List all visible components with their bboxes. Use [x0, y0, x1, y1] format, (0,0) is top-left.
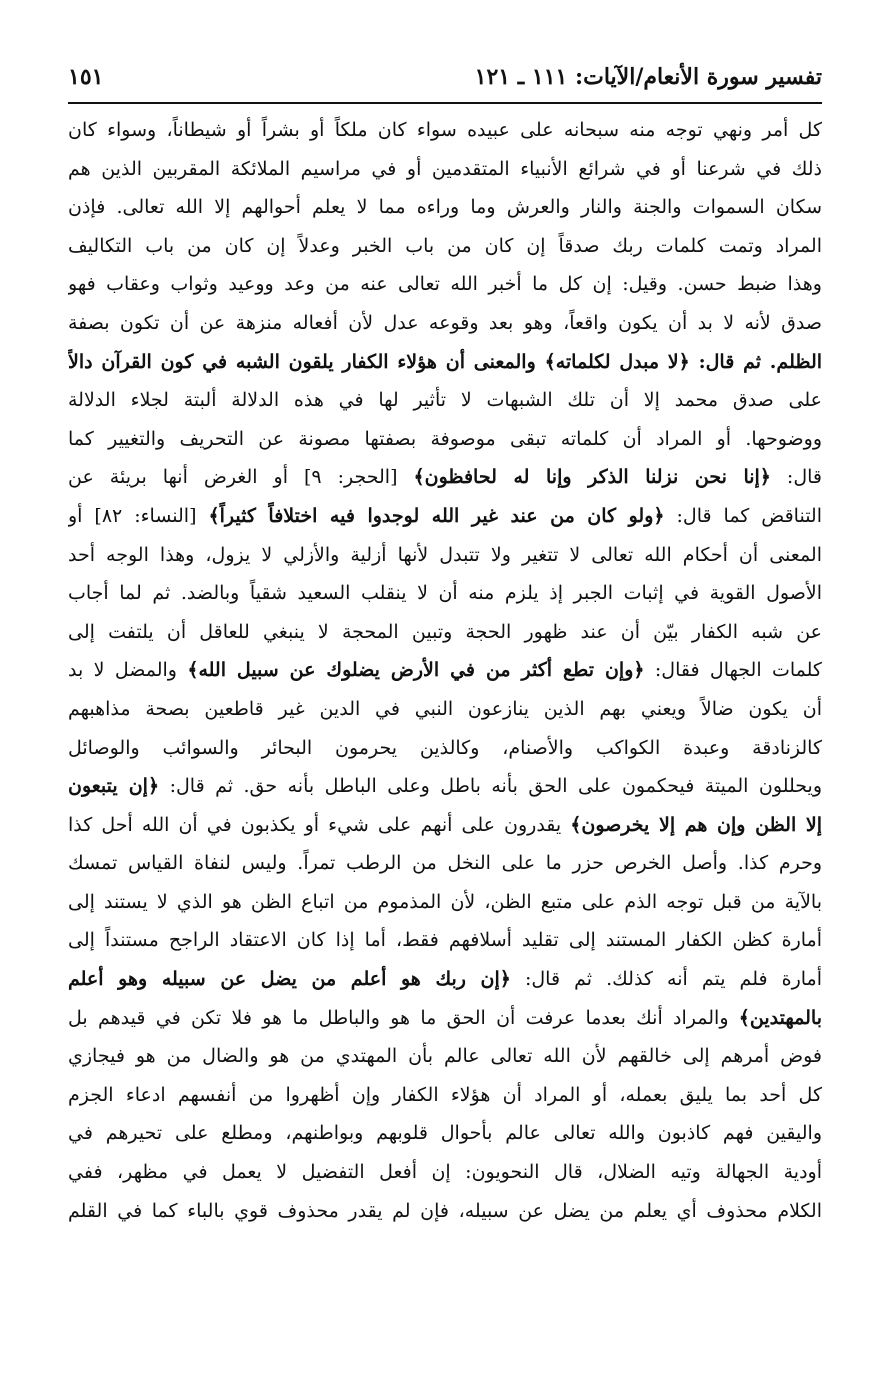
text-line — [68, 150, 822, 189]
text-segment: والمضل لا بد — [68, 659, 188, 682]
text-segment: ووضوحها. أو المراد أن كلماته تبقى موصوفة بصفتها مصونة عن التحريف والتغيير كما — [68, 427, 822, 450]
text-line — [68, 1037, 822, 1076]
text-line — [68, 188, 822, 227]
text-segment: وهذا ضبط حسن. وقيل: إن كل ما أخبر الله تعالى عنه من وعد ووعيد وثواب وعقاب فهو — [68, 273, 822, 296]
body-text — [68, 111, 822, 1230]
text-segment: كل أمر ونهي توجه منه سبحانه على عبيده سواء كان ملكاً أو بشراً أو شيطاناً، وسواء كان — [68, 119, 822, 141]
text-segment: سكان السموات والجنة والنار والعرش وما وراءه مما لا يعلم أحوالهم إلا الله تعالى. فإذن — [68, 196, 822, 219]
text-line — [68, 536, 822, 575]
text-line — [68, 999, 822, 1038]
page-header — [68, 62, 822, 98]
text-line — [68, 111, 822, 150]
text-segment: [الحجر: ٩] أو الغرض أنها بريئة عن — [68, 466, 414, 489]
text-line — [68, 1153, 822, 1192]
header-divider — [68, 102, 822, 104]
page-number: ١٥١ — [68, 64, 104, 90]
text-segment: على صدق محمد إلا أن تلك الشبهات لا تأثير لها في هذه الدلالة ألبتة لجلاء الدلالة — [68, 389, 822, 412]
text-line — [68, 690, 822, 729]
text-segment: كل أحد بما يليق بعمله، أو المراد أن هؤلاء الكفار وإن أظهروا من أنفسهم ادعاء الجزم — [68, 1083, 822, 1106]
text-line — [68, 960, 822, 999]
text-line — [68, 613, 822, 652]
text-line — [68, 844, 822, 883]
text-segment: كلمات الجهال فقال: — [644, 659, 822, 682]
text-segment: أمارة فلم يتم أنه كذلك. ثم قال: — [510, 968, 822, 991]
text-line — [68, 1192, 822, 1231]
text-segment: ذلك في شرعنا أو في شرائع الأنبياء المتقدمين أو في مراسيم الملائكة المقربين الذين هم — [68, 157, 822, 180]
text-segment: أن يكون ضالاً ويعني بهم الذين ينازعون النبي في الدين غير قاطعين بصحة مذاهبهم — [68, 697, 822, 720]
text-segment: والمراد أنك بعدما عرفت أن الحق ما هو والباطل ما هو فلا تكن في قيدهم بل — [68, 1006, 739, 1029]
text-line — [68, 1076, 822, 1115]
emphasized-text: بالمهتدين﴾ — [738, 1006, 822, 1029]
emphasized-text: ﴿لا مبدل لكلماته﴾ — [544, 350, 690, 373]
text-line — [68, 227, 822, 266]
text-segment: التناقض كما قال: — [664, 504, 822, 527]
text-segment: [النساء: ٨٢] أو — [68, 504, 209, 527]
text-segment: كالزنادقة وعبدة الكواكب والأصنام، وكالذين يحرمون البحائر والسوائب والوصائل — [68, 736, 822, 759]
text-segment: بالآية من قبل توجه الذم على متبع الظن، لأن المذموم من اتباع الظن هو الذي لا يستند إلى — [68, 890, 822, 913]
emphasized-text: إلا الظن وإن هم إلا يخرصون﴾ — [570, 813, 822, 836]
text-segment: قال: — [770, 466, 822, 489]
emphasized-text: ﴿إنا نحن نزلنا الذكر وإنا له لحافظون﴾ — [413, 466, 771, 489]
text-segment: الأصول القوية في إثبات الجبر إذ يلزم منه أن لا ينقلب السعيد شقياً وبالضد. ثم لما أجاب — [68, 582, 822, 605]
text-line — [68, 265, 822, 304]
text-line — [68, 420, 822, 459]
text-line — [68, 806, 822, 845]
text-segment: المراد وتمت كلمات ربك صدقاً إن كان من باب الخبر وعدلاً إن كان من باب التكاليف — [68, 234, 822, 257]
text-line — [68, 381, 822, 420]
text-line — [68, 651, 822, 690]
text-segment: صدق لأنه لا بد أن يكون واقعاً، وهو بعد وقوعه عدل لأن أفعاله منزهة عن أن تكون بصفة — [68, 311, 822, 334]
text-segment: المعنى أن أحكام الله تعالى لا تتغير ولا تتبدل لأنها أزلية والأزلي لا يزول، وهذا الوجه أحد — [68, 543, 822, 566]
text-segment: الكلام محذوف أي يعلم من يضل عن سبيله، فإن لم يقدر محذوف قوي بالباء كما في القلم — [68, 1199, 822, 1222]
text-segment: وحرم كذا. وأصل الخرص حزر ما على النخل من الرطب تمراً. وليس لنفاة القياس تمسك — [68, 852, 822, 875]
text-line — [68, 1114, 822, 1153]
text-segment: أمارة كظن الكفار المستند إلى تقليد أسلافهم فقط، أما إذا كان الاعتقاد الراجح مستنداً إلى — [68, 929, 822, 952]
text-line — [68, 304, 822, 343]
text-segment: عن شبه الكفار بيّن أن عند ظهور الحجة وتبين المحجة لا ينبغي للعاقل أن يلتفت إلى — [68, 620, 822, 643]
text-segment: ويحللون الميتة فيحكمون على الحق بأنه باطل وعلى الباطل بأنه حق. ثم قال: — [159, 775, 822, 798]
emphasized-text: ﴿إن يتبعون — [68, 775, 160, 798]
text-line — [68, 729, 822, 768]
text-line — [68, 767, 822, 806]
text-segment: أودية الجهالة وتيه الضلال، قال النحويون: إن أفعل التفضيل لا يعمل في مظهر، ففي — [68, 1161, 822, 1184]
text-line — [68, 343, 822, 382]
text-line — [68, 497, 822, 536]
text-line — [68, 921, 822, 960]
emphasized-text: الظلم. ثم قال: — [689, 350, 822, 373]
text-line — [68, 574, 822, 613]
text-segment: واليقين فهم كاذبون والله تعالى عالم بأحوال قلوبهم وبواطنهم، ومطلع على تحيرهم في — [68, 1122, 822, 1145]
emphasized-text: والمعنى أن هؤلاء الكفار يلقون الشبه في كون القرآن دالاً — [68, 350, 545, 373]
text-segment: يقدرون على أنهم على شيء أو يكذبون في أن الله أحل كذا — [68, 813, 571, 836]
emphasized-text: ﴿ولو كان من عند غير الله لوجدوا فيه اختلافاً كثيراً﴾ — [208, 504, 665, 527]
text-segment: فوض أمرهم إلى خالقهم لأن الله تعالى عالم بأن المهتدي من هو والضال من هو فيجازي — [68, 1045, 822, 1068]
text-line — [68, 883, 822, 922]
emphasized-text: ﴿إن ربك هو أعلم من يضل عن سبيله وهو أعلم — [68, 968, 511, 991]
emphasized-text: ﴿وإن تطع أكثر من في الأرض يضلوك عن سبيل الله﴾ — [187, 659, 645, 682]
running-title: تفسير سورة الأنعام/الآيات: ١١١ ـ ١٢١ — [474, 64, 822, 90]
text-line — [68, 458, 822, 497]
